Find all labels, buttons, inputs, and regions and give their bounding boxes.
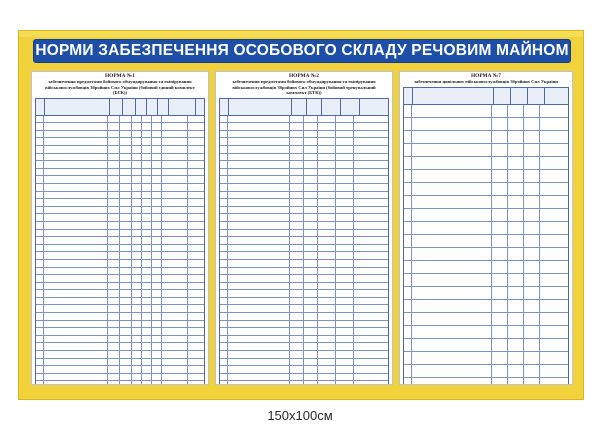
norm-panel-3 xyxy=(399,71,573,385)
table-row xyxy=(220,275,388,283)
table-row xyxy=(220,146,388,154)
table-row xyxy=(404,274,568,287)
norm-number: НОРМА №2 xyxy=(288,73,320,79)
table-row xyxy=(36,161,204,169)
table-row xyxy=(36,313,204,321)
table-row xyxy=(220,199,388,207)
table-row xyxy=(36,366,204,374)
table-row xyxy=(220,169,388,177)
table-row xyxy=(404,157,568,170)
table-row xyxy=(404,313,568,326)
table-row xyxy=(404,209,568,222)
title-bar xyxy=(33,39,571,63)
norm-subtitle: забезпечення предметами бойового обмундирування та екіпірування військовослужбовців Збройних Сил України (бойовий тренувальний комплект (БТК)) xyxy=(232,79,376,96)
table-row xyxy=(36,138,204,146)
table-row xyxy=(220,381,388,385)
table-row xyxy=(220,321,388,329)
table-row xyxy=(404,144,568,157)
table-row xyxy=(404,352,568,365)
table-row xyxy=(220,184,388,192)
table-row xyxy=(220,161,388,169)
table-row xyxy=(36,230,204,238)
norm-table xyxy=(403,87,569,385)
table-row xyxy=(404,131,568,144)
table-row xyxy=(36,154,204,162)
table-row xyxy=(220,131,388,139)
table-row xyxy=(36,298,204,306)
table-row xyxy=(36,252,204,260)
table-row xyxy=(36,123,204,131)
table-row xyxy=(36,176,204,184)
table-row xyxy=(36,222,204,230)
table-row xyxy=(36,199,204,207)
table-row xyxy=(36,381,204,385)
table-row xyxy=(404,300,568,313)
table-header xyxy=(36,99,204,116)
table-row xyxy=(36,268,204,276)
table-row xyxy=(36,374,204,382)
table-row xyxy=(36,192,204,200)
table-row xyxy=(36,260,204,268)
panel-header xyxy=(32,72,208,98)
table-row xyxy=(220,138,388,146)
table-row xyxy=(404,287,568,300)
table-row xyxy=(220,260,388,268)
table-row xyxy=(36,184,204,192)
table-row xyxy=(36,131,204,139)
norm-subtitle: забезпечення предметами бойового обмундирування та екіпірування військовослужбовців Збройних Сил України (бойовий єдиний комплект (БЄК)) xyxy=(45,79,195,96)
norm-panel-2 xyxy=(215,71,393,385)
norm-table xyxy=(219,98,389,385)
table-row xyxy=(36,336,204,344)
table-row xyxy=(220,214,388,222)
table-row xyxy=(404,339,568,352)
table-row xyxy=(220,305,388,313)
table-row xyxy=(220,374,388,382)
table-row xyxy=(36,207,204,215)
table-row xyxy=(220,245,388,253)
table-row xyxy=(404,170,568,183)
table-row xyxy=(220,154,388,162)
size-caption: 150х100см xyxy=(267,408,333,423)
table-row xyxy=(220,359,388,367)
table-row xyxy=(36,305,204,313)
table-row xyxy=(36,214,204,222)
table-row xyxy=(404,378,568,385)
table-row xyxy=(220,343,388,351)
table-header xyxy=(220,99,388,116)
table-header xyxy=(404,88,568,105)
table-row xyxy=(404,261,568,274)
table-row xyxy=(220,192,388,200)
table-row xyxy=(404,248,568,261)
norm-table xyxy=(35,98,205,385)
table-row xyxy=(36,328,204,336)
panel-header xyxy=(216,72,392,98)
table-row xyxy=(220,237,388,245)
norm-number: НОРМА №1 xyxy=(104,73,136,79)
table-row xyxy=(36,275,204,283)
table-row xyxy=(220,336,388,344)
table-row xyxy=(404,118,568,131)
table-row xyxy=(36,283,204,291)
table-row xyxy=(220,230,388,238)
table-row xyxy=(220,328,388,336)
norm-number: НОРМА №7 xyxy=(470,73,502,79)
table-row xyxy=(220,268,388,276)
table-row xyxy=(404,196,568,209)
table-row xyxy=(404,105,568,118)
norm-subtitle: забезпечення цивільних військовослужбовців Збройних Сил України xyxy=(414,79,558,85)
table-row xyxy=(220,313,388,321)
table-row xyxy=(36,146,204,154)
table-row xyxy=(220,176,388,184)
stand-board xyxy=(18,30,584,400)
panel-header xyxy=(400,72,572,87)
table-row xyxy=(220,123,388,131)
table-row xyxy=(36,351,204,359)
table-row xyxy=(36,321,204,329)
table-row xyxy=(404,326,568,339)
norm-panel-1 xyxy=(31,71,209,385)
table-row xyxy=(36,237,204,245)
table-row xyxy=(36,343,204,351)
table-row xyxy=(36,290,204,298)
table-row xyxy=(220,222,388,230)
table-row xyxy=(220,116,388,124)
table-row xyxy=(220,366,388,374)
table-row xyxy=(220,252,388,260)
table-row xyxy=(404,235,568,248)
table-row xyxy=(404,222,568,235)
table-row xyxy=(404,183,568,196)
table-row xyxy=(36,116,204,124)
table-row xyxy=(220,207,388,215)
table-row xyxy=(220,290,388,298)
table-row xyxy=(36,245,204,253)
table-row xyxy=(36,359,204,367)
table-row xyxy=(220,298,388,306)
table-row xyxy=(36,169,204,177)
table-row xyxy=(404,365,568,378)
table-row xyxy=(220,351,388,359)
table-row xyxy=(220,283,388,291)
page-title: НОРМИ ЗАБЕЗПЕЧЕННЯ ОСОБОВОГО СКЛАДУ РЕЧОВИМ МАЙНОМ xyxy=(35,42,569,59)
